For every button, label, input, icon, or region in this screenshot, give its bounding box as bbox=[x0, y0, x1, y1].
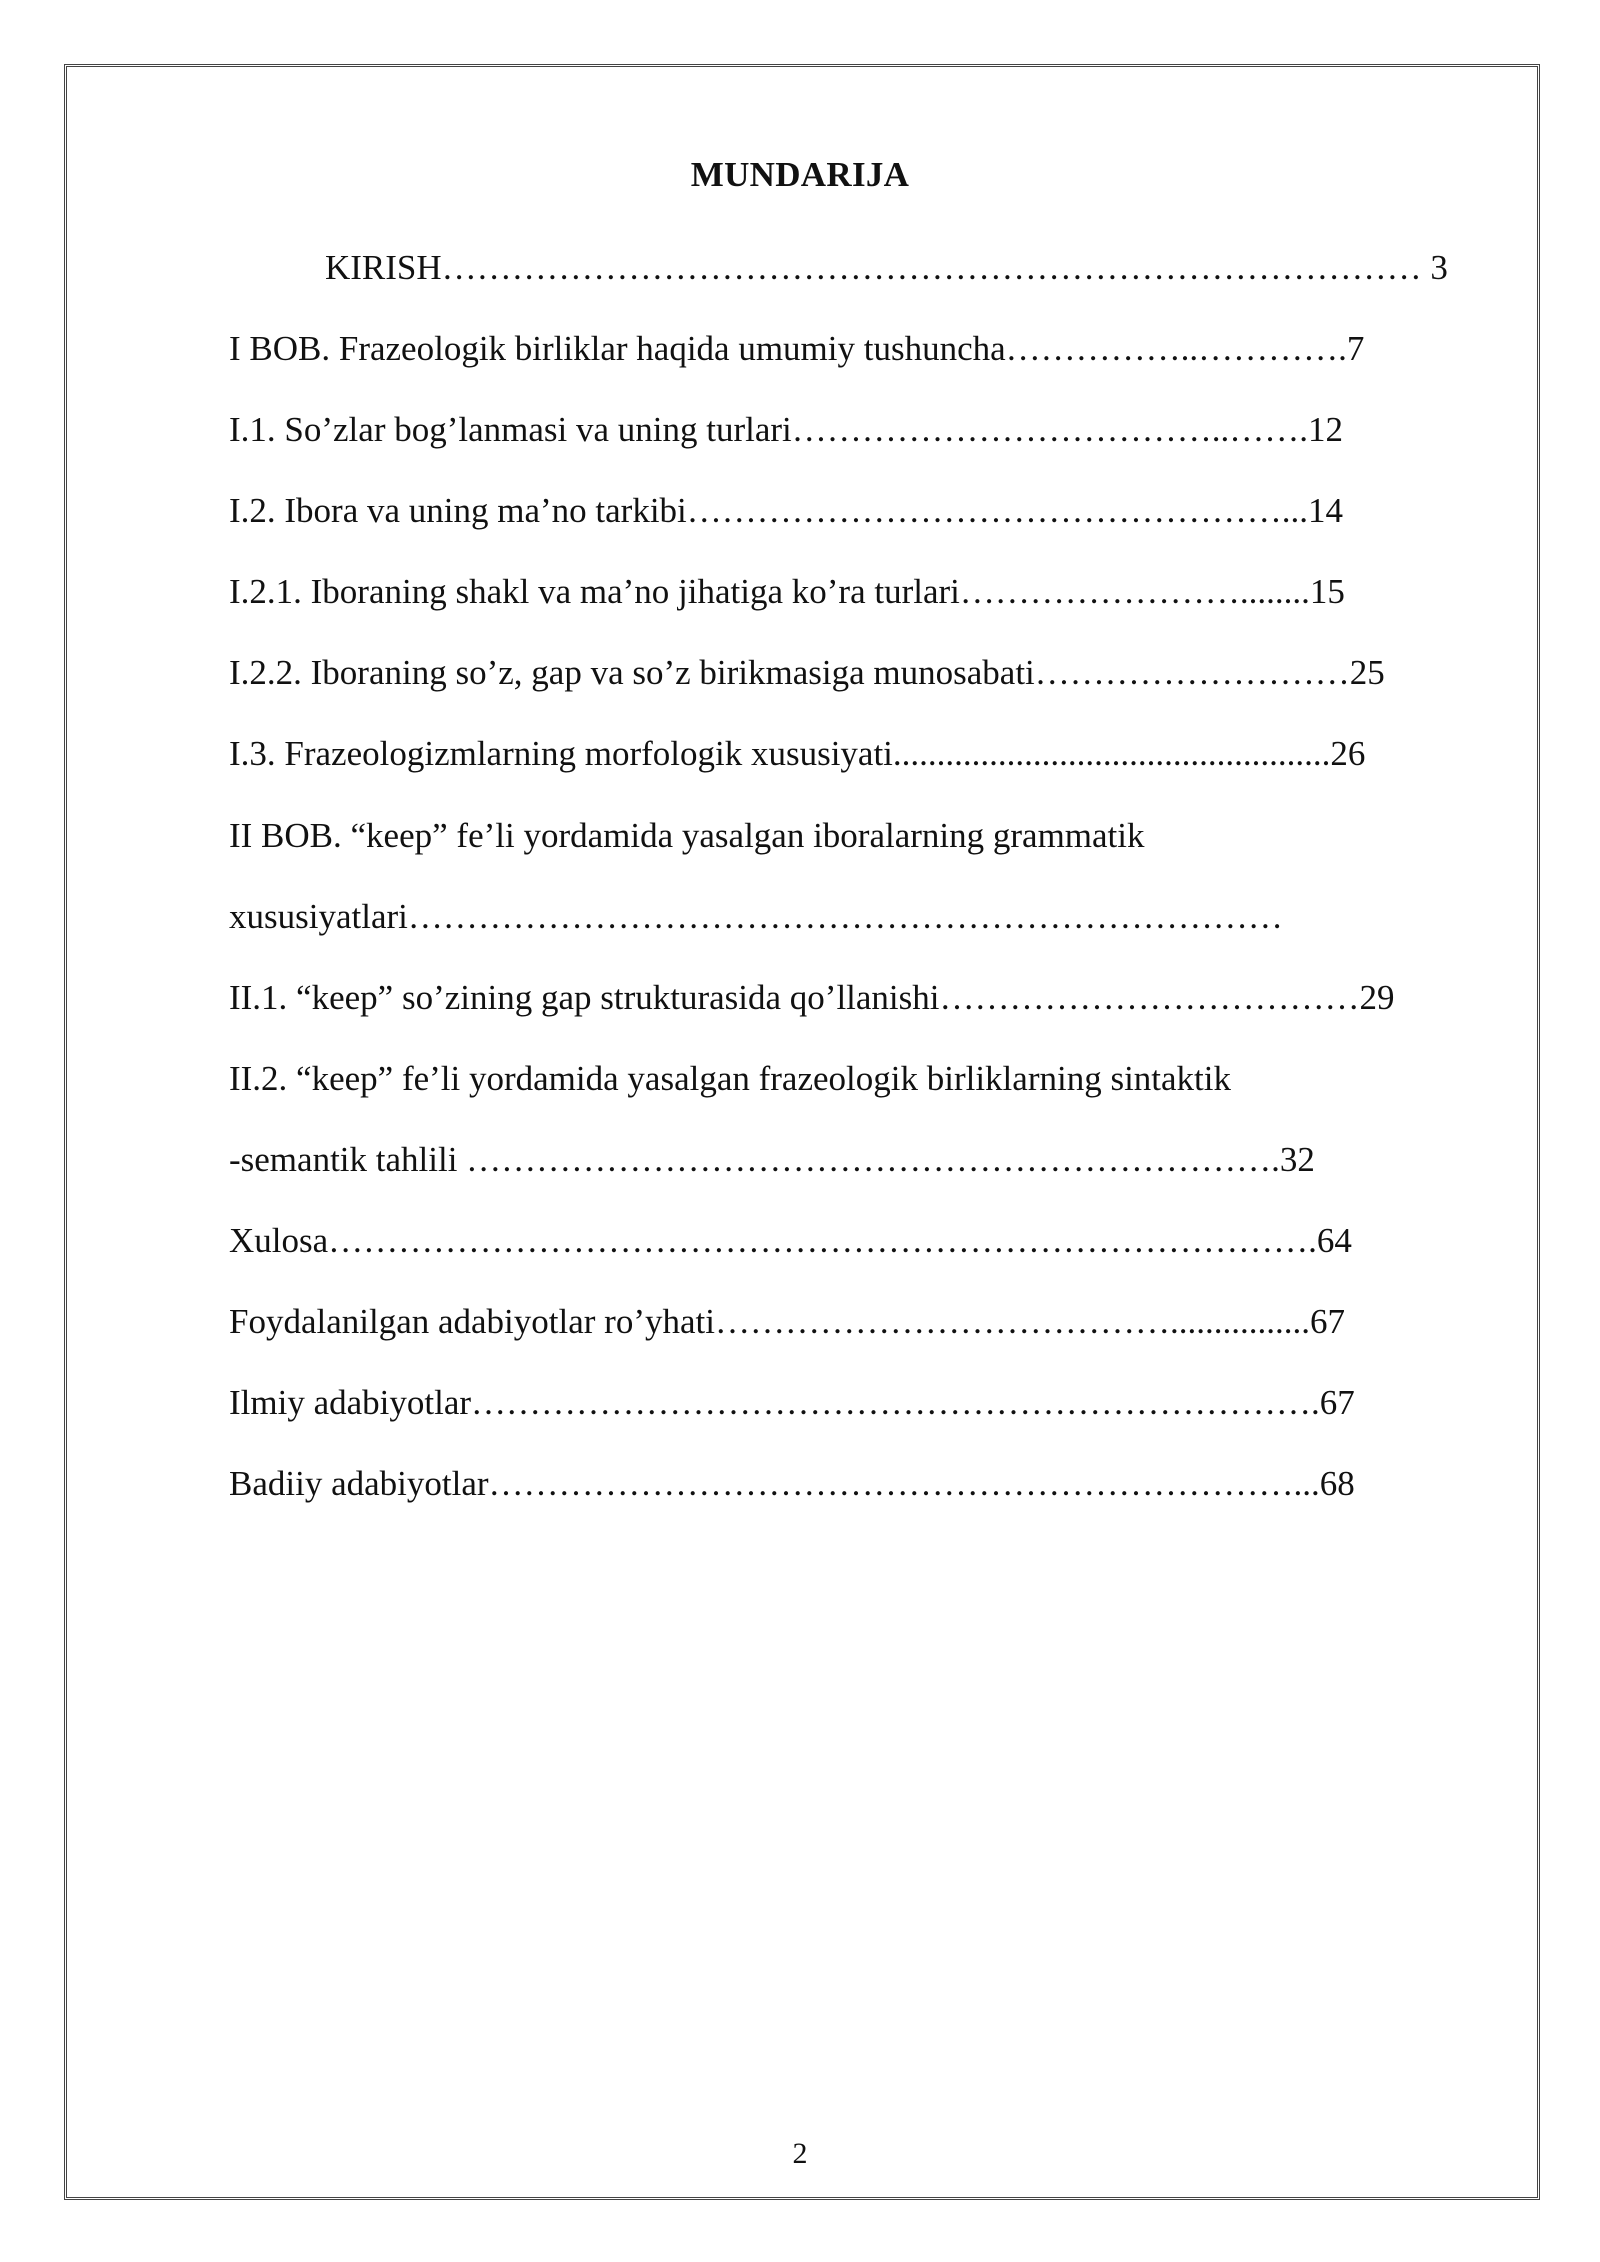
toc-entry-chapter-2: II BOB. “keep” fe’li yordamida yasalgan iboralarning grammatik bbox=[229, 816, 1145, 855]
toc-entry-section-2-1: II.1. “keep” so’zining gap strukturasida qo’llanishi………………………………29 bbox=[229, 978, 1395, 1017]
toc-entry-chapter-1: I BOB. Frazeologik birliklar haqida umumiy tushuncha……………..………….7 bbox=[229, 329, 1365, 368]
toc-entry-fiction-literature: Badiiy adabiyotlar……………………………………………………………...68 bbox=[229, 1464, 1355, 1503]
toc-entry-scientific-literature: Ilmiy adabiyotlar……………………………………………………………….67 bbox=[229, 1383, 1355, 1422]
toc-entry-section-1-2-1: I.2.1. Iboraning shakl va ma’no jihatiga ko’ra turlari……………………........15 bbox=[229, 572, 1345, 611]
toc-entry-section-1-2-2: I.2.2. Iboraning so’z, gap va so’z birikmasiga munosabati………………………25 bbox=[229, 653, 1385, 692]
toc-entry-section-1-3: I.3. Frazeologizmlarning morfologik xususiyati..................................................26 bbox=[229, 734, 1366, 773]
toc-entry-kirish: KIRISH………………………………………………………………………… 3 bbox=[325, 248, 1448, 287]
page-border bbox=[64, 64, 1540, 2200]
toc-entry-section-2-2-continued: -semantik tahlili …………………………………………………………….32 bbox=[229, 1140, 1315, 1179]
toc-entry-section-2-2: II.2. “keep” fe’li yordamida yasalgan frazeologik birliklarning sintaktik bbox=[229, 1059, 1231, 1098]
toc-entry-section-1-2: I.2. Ibora va uning ma’no tarkibi……………………………………………...14 bbox=[229, 491, 1344, 530]
page-number: 2 bbox=[792, 2137, 808, 2170]
document-title: MUNDARIJA bbox=[690, 155, 910, 194]
toc-entry-section-1-1: I.1. So’zlar bog’lanmasi va uning turlari………………………………..…….12 bbox=[229, 410, 1344, 449]
toc-entry-chapter-2-continued: xususiyatlari………………………………………………………………… bbox=[229, 897, 1283, 936]
toc-entry-references: Foydalanilgan adabiyotlar ro’yhati…………………………………................67 bbox=[229, 1302, 1345, 1341]
toc-entry-xulosa: Xulosa………………………………………………………………………….64 bbox=[229, 1221, 1352, 1260]
